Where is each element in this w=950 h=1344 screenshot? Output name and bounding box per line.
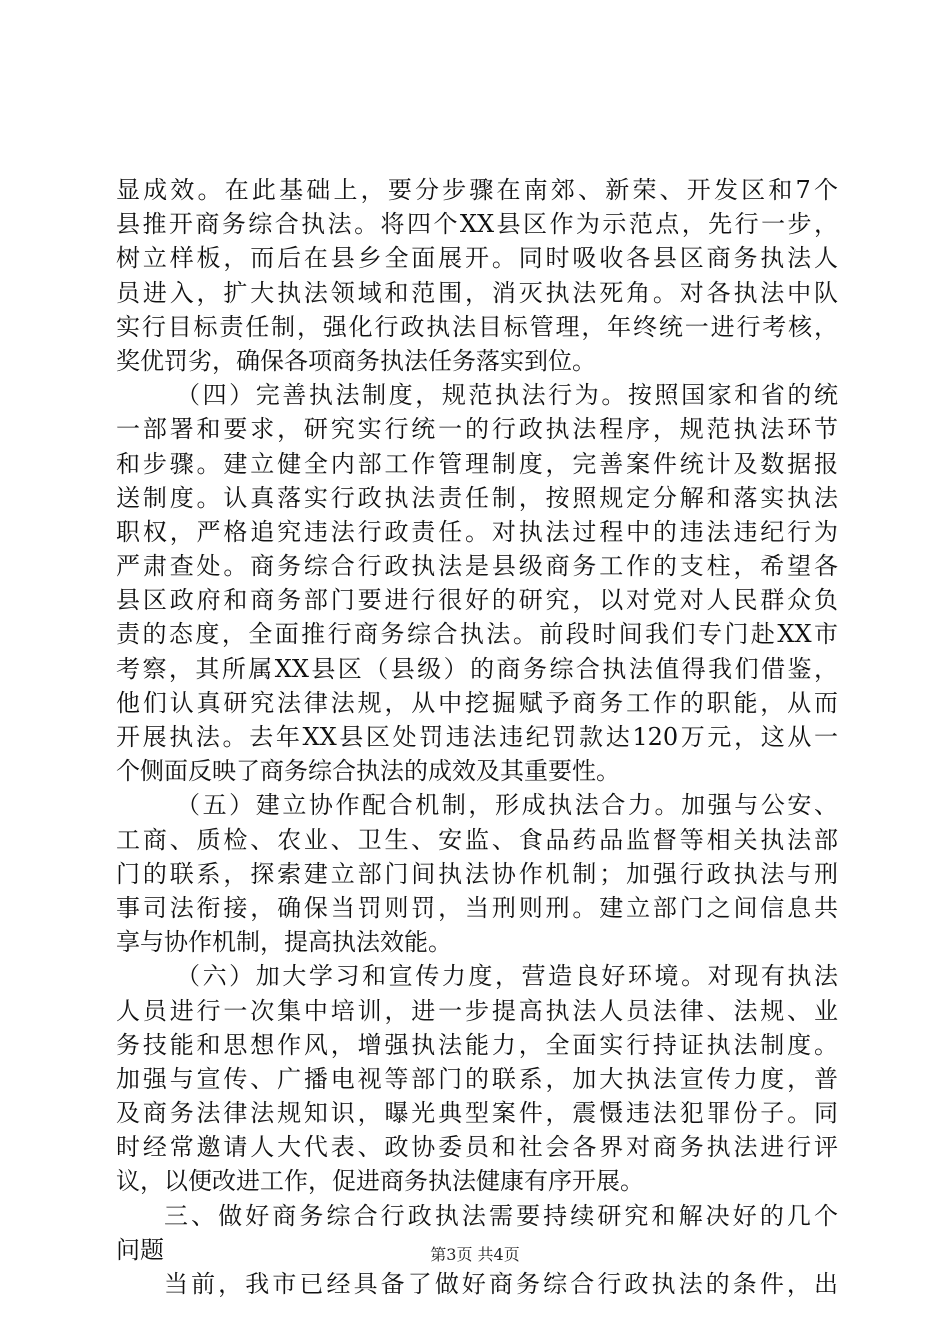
document-body [116,173,838,1301]
text-line: 问题 [116,1235,164,1264]
text-line: 务技能和思想作风，增强执法能力，全面实行持证执法制度。 [116,1030,838,1059]
text-line: 考察，其所属XX县区（县级）的商务综合执法值得我们借鉴， [116,654,838,683]
text-line: 员进入，扩大执法领域和范围，消灭执法死角。对各执法中队 [116,278,838,307]
text-line: 及商务法律法规知识，曝光典型案件，震慑违法犯罪份子。同 [116,1099,838,1128]
section-6-heading-line: （六）加大学习和宣传力度，营造良好环境。对现有执法 [176,962,838,991]
text-line: 县推开商务综合执法。将四个XX县区作为示范点，先行一步， [116,210,838,239]
text-line: 议，以便改进工作，促进商务执法健康有序开展。 [116,1167,644,1196]
text-line: 实行目标责任制，强化行政执法目标管理，年终统一进行考核， [116,312,838,341]
text-line: 奖优罚劣，确保各项商务执法任务落实到位。 [116,346,596,375]
text-line: 人员进行一次集中培训，进一步提高执法人员法律、法规、业 [116,996,838,1025]
part-3-heading-line: 三、做好商务综合行政执法需要持续研究和解决好的几个 [164,1201,838,1230]
text-line: 严肃查处。商务综合行政执法是县级商务工作的支柱，希望各 [116,552,838,581]
text-line: 当前，我市已经具备了做好商务综合行政执法的条件，出 [164,1270,838,1298]
text-line: 职权，严格追究违法行政责任。对执法过程中的违法违纪行为 [116,517,838,546]
text-line: 工商、质检、农业、卫生、安监、食品药品监督等相关执法部 [116,825,838,854]
text-line: 责的态度，全面推行商务综合执法。前段时间我们专门赴XX市 [116,620,838,649]
text-line: 事司法衔接，确保当罚则罚，当刑则刑。建立部门之间信息共 [116,893,838,922]
section-5-heading-line: （五）建立协作配合机制，形成执法合力。加强与公安、 [176,791,838,820]
text-line: 县区政府和商务部门要进行很好的研究，以对党对人民群众负 [116,586,838,615]
text-line: 树立样板，而后在县乡全面展开。同时吸收各县区商务执法人 [116,244,838,273]
text-line: 显成效。在此基础上，要分步骤在南郊、新荣、开发区和7个 [116,176,838,204]
text-line: 和步骤。建立健全内部工作管理制度，完善案件统计及数据报 [116,449,838,478]
text-line: 他们认真研究法律法规，从中挖掘赋予商务工作的职能，从而 [116,688,838,717]
section-4-heading-line: （四）完善执法制度，规范执法行为。按照国家和省的统 [176,381,838,410]
page-number-footer: 第3页 共4页 [430,1245,520,1264]
text-line: 个侧面反映了商务综合执法的成效及其重要性。 [116,757,620,786]
text-line: 加强与宣传、广播电视等部门的联系，加大执法宣传力度，普 [116,1064,838,1093]
text-line: 送制度。认真落实行政执法责任制，按照规定分解和落实执法 [116,483,838,512]
text-line: 门的联系，探索建立部门间执法协作机制；加强行政执法与刑 [116,859,838,888]
text-line: 开展执法。去年XX县区处罚违法违纪罚款达120万元，这从一 [116,723,838,751]
text-line: 一部署和要求，研究实行统一的行政执法程序，规范执法环节 [116,415,838,444]
text-line: 时经常邀请人大代表、政协委员和社会各界对商务执法进行评 [116,1133,838,1162]
text-line: 享与协作机制，提高执法效能。 [116,928,452,957]
